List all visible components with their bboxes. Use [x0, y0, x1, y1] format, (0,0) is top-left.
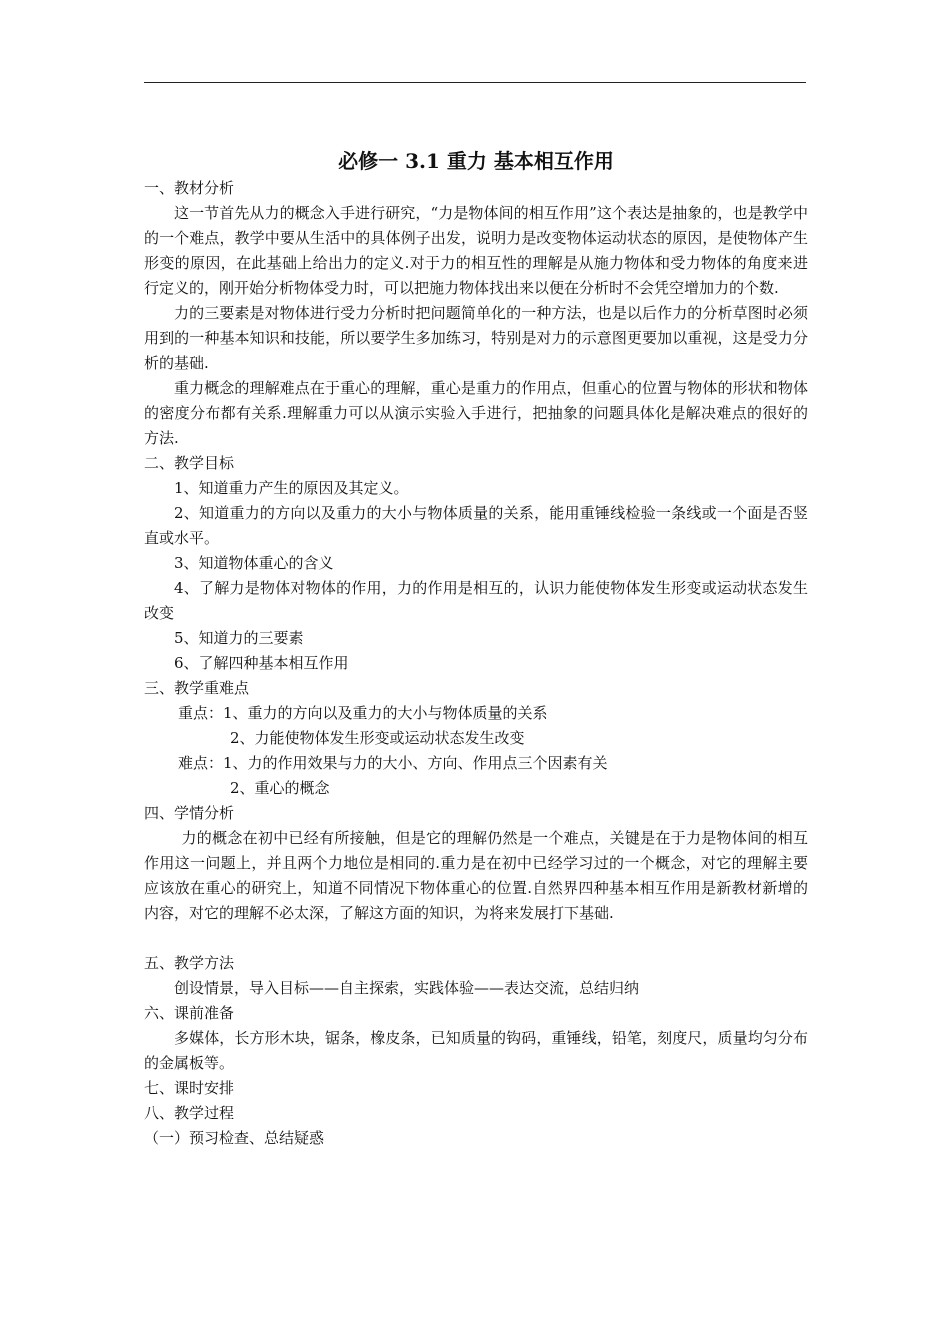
section-teaching-method — [144, 951, 808, 1001]
section-teaching-goals — [144, 451, 808, 676]
section-heading: 八、教学过程 — [144, 1104, 235, 1122]
document-page — [144, 146, 808, 1151]
section-heading: 三、教学重难点 — [144, 679, 250, 697]
paragraph: 力的三要素是对物体进行受力分析时把问题简单化的一种方法，也是以后作力的分析草图时必须用到的一种基本知识和技能，所以要学生多加练习，特别是对力的示意图更要加以重视，这是受力分析的基础. — [144, 304, 808, 372]
section-textbook-analysis — [144, 176, 808, 451]
section-heading: 五、教学方法 — [144, 954, 235, 972]
paragraph: 多媒体，长方形木块，锯条，橡皮条，已知质量的钩码，重锤线，铅笔，刻度尺，质量均匀分布的金属板等。 — [144, 1029, 808, 1072]
section-key-difficult-points — [144, 676, 808, 801]
goal-item: 1、知道重力产生的原因及其定义。 — [174, 479, 409, 497]
section-schedule — [144, 1076, 808, 1101]
key-point: 重点：1、重力的方向以及重力的大小与物体质量的关系 — [178, 704, 548, 722]
section-heading: 七、课时安排 — [144, 1079, 235, 1097]
difficult-point: 难点：1、力的作用效果与力的大小、方向、作用点三个因素有关 — [178, 754, 608, 772]
paragraph: 力的概念在初中已经有所接触，但是它的理解仍然是一个难点，关键是在于力是物体间的相互作用这一问题上，并且两个力地位是相同的.重力是在初中已经学习过的一个概念，对它的理解主要应该放在重心的研究上，知道不同情况下物体重心的位置.自然界四种基本相互作用是新教材新增的内容，对它的理解不必太深，了解这方面的知识，为将来发展打下基础. — [144, 829, 808, 922]
key-point: 2、力能使物体发生形变或运动状态发生改变 — [230, 729, 525, 747]
goal-item: 4、了解力是物体对物体的作用，力的作用是相互的，认识力能使物体发生形变或运动状态发生改变 — [144, 579, 808, 622]
section-heading: 二、教学目标 — [144, 454, 235, 472]
goal-item: 2、知道重力的方向以及重力的大小与物体质量的关系，能用重锤线检验一条线或一个面是否竖直或水平。 — [144, 504, 808, 547]
goal-item: 5、知道力的三要素 — [174, 629, 304, 647]
subsection-heading: （一）预习检查、总结疑惑 — [144, 1129, 325, 1147]
header-rule — [144, 82, 806, 83]
paragraph: 重力概念的理解难点在于重心的理解，重心是重力的作用点，但重心的位置与物体的形状和物体的密度分布都有关系.理解重力可以从演示实验入手进行，把抽象的问题具体化是解决难点的很好的方法. — [144, 379, 808, 447]
document-title: 必修一 3.1 重力 基本相互作用 — [338, 149, 614, 173]
goal-item: 6、了解四种基本相互作用 — [174, 654, 349, 672]
paragraph: 创设情景，导入目标——自主探索，实践体验——表达交流，总结归纳 — [174, 979, 640, 997]
section-preparation — [144, 1001, 808, 1076]
paragraph: 这一节首先从力的概念入手进行研究，“力是物体间的相互作用”这个表达是抽象的，也是教学中的一个难点，教学中要从生活中的具体例子出发，说明力是改变物体运动状态的原因，是使物体产生形变的原因，在此基础上给出力的定义.对于力的相互性的理解是从施力物体和受力物体的角度来进行定义的，刚开始分析物体受力时，可以把施力物体找出来以便在分析时不会凭空增加力的个数. — [144, 204, 808, 297]
section-heading: 一、教材分析 — [144, 179, 235, 197]
section-teaching-process — [144, 1101, 808, 1151]
difficult-point: 2、重心的概念 — [230, 779, 330, 797]
goal-item: 3、知道物体重心的含义 — [174, 554, 334, 572]
section-heading: 四、学情分析 — [144, 804, 235, 822]
section-heading: 六、课前准备 — [144, 1004, 235, 1022]
blank-line — [144, 926, 808, 951]
section-student-analysis — [144, 801, 808, 926]
